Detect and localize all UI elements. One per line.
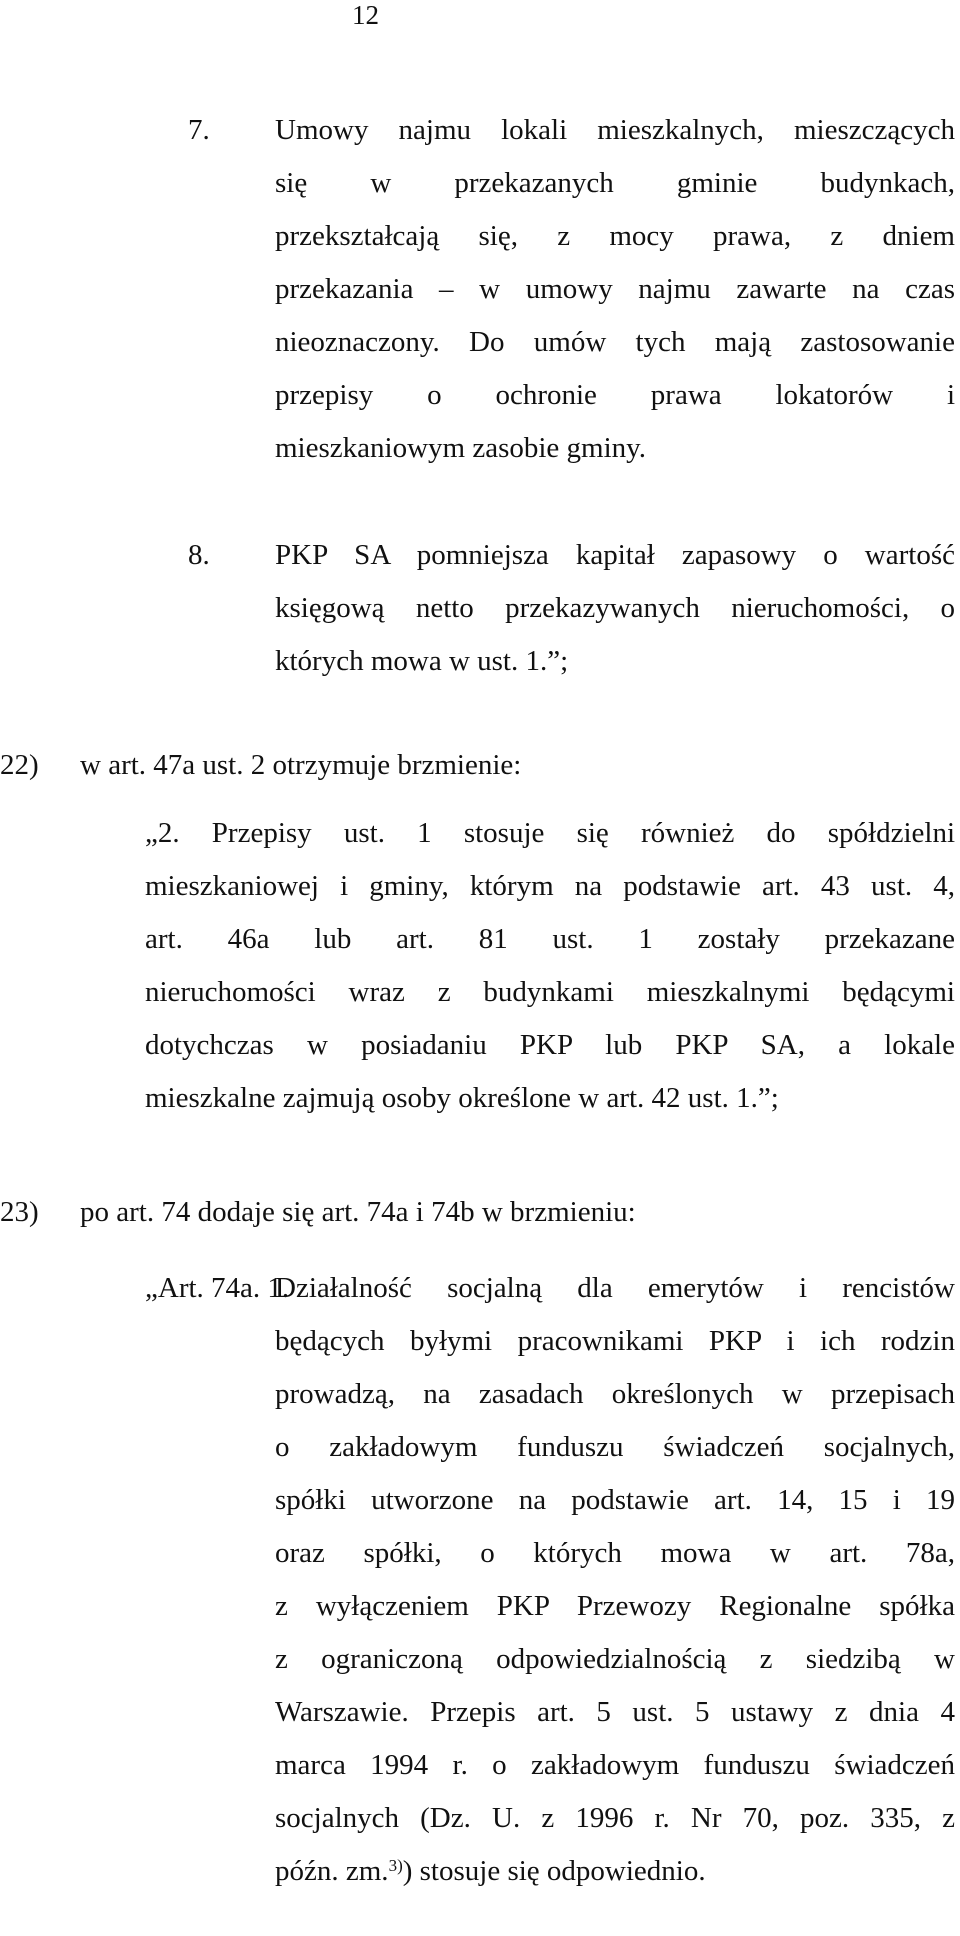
item-8-line: PKP SA pomniejsza kapitał zapasowy o wartość: [275, 539, 955, 571]
item-7-line: Umowy najmu lokali mieszkalnych, mieszczących: [275, 114, 955, 146]
item-7-line: się w przekazanych gminie budynkach,: [275, 167, 955, 199]
item-8-line: których mowa w ust. 1.”;: [275, 645, 569, 677]
article-74a-line: oraz spółki, o których mowa w art. 78a,: [275, 1537, 955, 1569]
item-7-line: przekazania – w umowy najmu zawarte na czas: [275, 273, 955, 305]
article-74a-label: [145, 1266, 289, 1311]
footnote-reference[interactable]: 3): [388, 1856, 403, 1875]
page-number: 12: [352, 0, 379, 30]
point-22-line: mieszkalne zajmują osoby określone w art. 42 ust. 1.”;: [145, 1082, 779, 1114]
item-7-line: mieszkaniowym zasobie gminy.: [275, 432, 647, 464]
article-74a-line: prowadzą, na zasadach określonych w przepisach: [275, 1378, 955, 1410]
article-74a-last-line: [275, 1849, 955, 1894]
article-74a-line: z wyłączeniem PKP Przewozy Regionalne spółka: [275, 1590, 955, 1622]
article-74a-text: [275, 1266, 955, 1894]
article-74a-line: o zakładowym funduszu świadczeń socjalnych,: [275, 1431, 955, 1463]
item-8-line: księgową netto przekazywanych nieruchomości, o: [275, 592, 955, 624]
item-7-line: przepisy o ochronie prawa lokatorów i: [275, 379, 955, 411]
article-74a-line: Działalność socjalną dla emerytów i rencistów: [275, 1272, 955, 1304]
article-74a-line: będących byłymi pracownikami PKP i ich rodzin: [275, 1325, 955, 1357]
point-22-line: art. 46a lub art. 81 ust. 1 zostały przekazane: [145, 923, 955, 955]
article-74a-line: z ograniczoną odpowiedzialnością z siedzibą w: [275, 1643, 955, 1675]
article-74a-last-line-start: późn. zm.: [275, 1855, 389, 1887]
article-74a-line: marca 1994 r. o zakładowym funduszu świadczeń: [275, 1749, 955, 1781]
point-22-number: 22): [0, 749, 39, 781]
point-22-line: mieszkaniowej i gminy, którym na podstawie art. 43 ust. 4,: [145, 870, 955, 902]
item-7-line: przekształcają się, z mocy prawa, z dniem: [275, 220, 955, 252]
point-22-line: nieruchomości wraz z budynkami mieszkalnymi będącymi: [145, 976, 955, 1008]
article-74a-line: spółki utworzone na podstawie art. 14, 15 i 19: [275, 1484, 955, 1516]
point-22-heading: w art. 47a ust. 2 otrzymuje brzmienie:: [80, 749, 522, 781]
item-7-number: 7.: [188, 114, 210, 146]
point-22-line: „2. Przepisy ust. 1 stosuje się również do spółdzielni: [145, 817, 955, 849]
item-8-text: [275, 533, 955, 684]
article-74a-line: socjalnych (Dz. U. z 1996 r. Nr 70, poz. 335, z: [275, 1802, 955, 1834]
item-7-text: [275, 108, 955, 471]
point-22-text: [145, 811, 955, 1121]
article-74a-last-line-end: ) stosuje się odpowiednio.: [402, 1855, 706, 1887]
item-7-line: nieoznaczony. Do umów tych mają zastosowanie: [275, 326, 955, 358]
point-23-heading: po art. 74 dodaje się art. 74a i 74b w brzmieniu:: [80, 1196, 636, 1228]
item-8-number: 8.: [188, 539, 210, 571]
point-22-line: dotychczas w posiadaniu PKP lub PKP SA, a lokale: [145, 1029, 955, 1061]
point-23-number: 23): [0, 1196, 39, 1228]
article-74a-number: „Art. 74a. 1.: [145, 1272, 290, 1304]
article-74a-line: Warszawie. Przepis art. 5 ust. 5 ustawy z dnia 4: [275, 1696, 955, 1728]
